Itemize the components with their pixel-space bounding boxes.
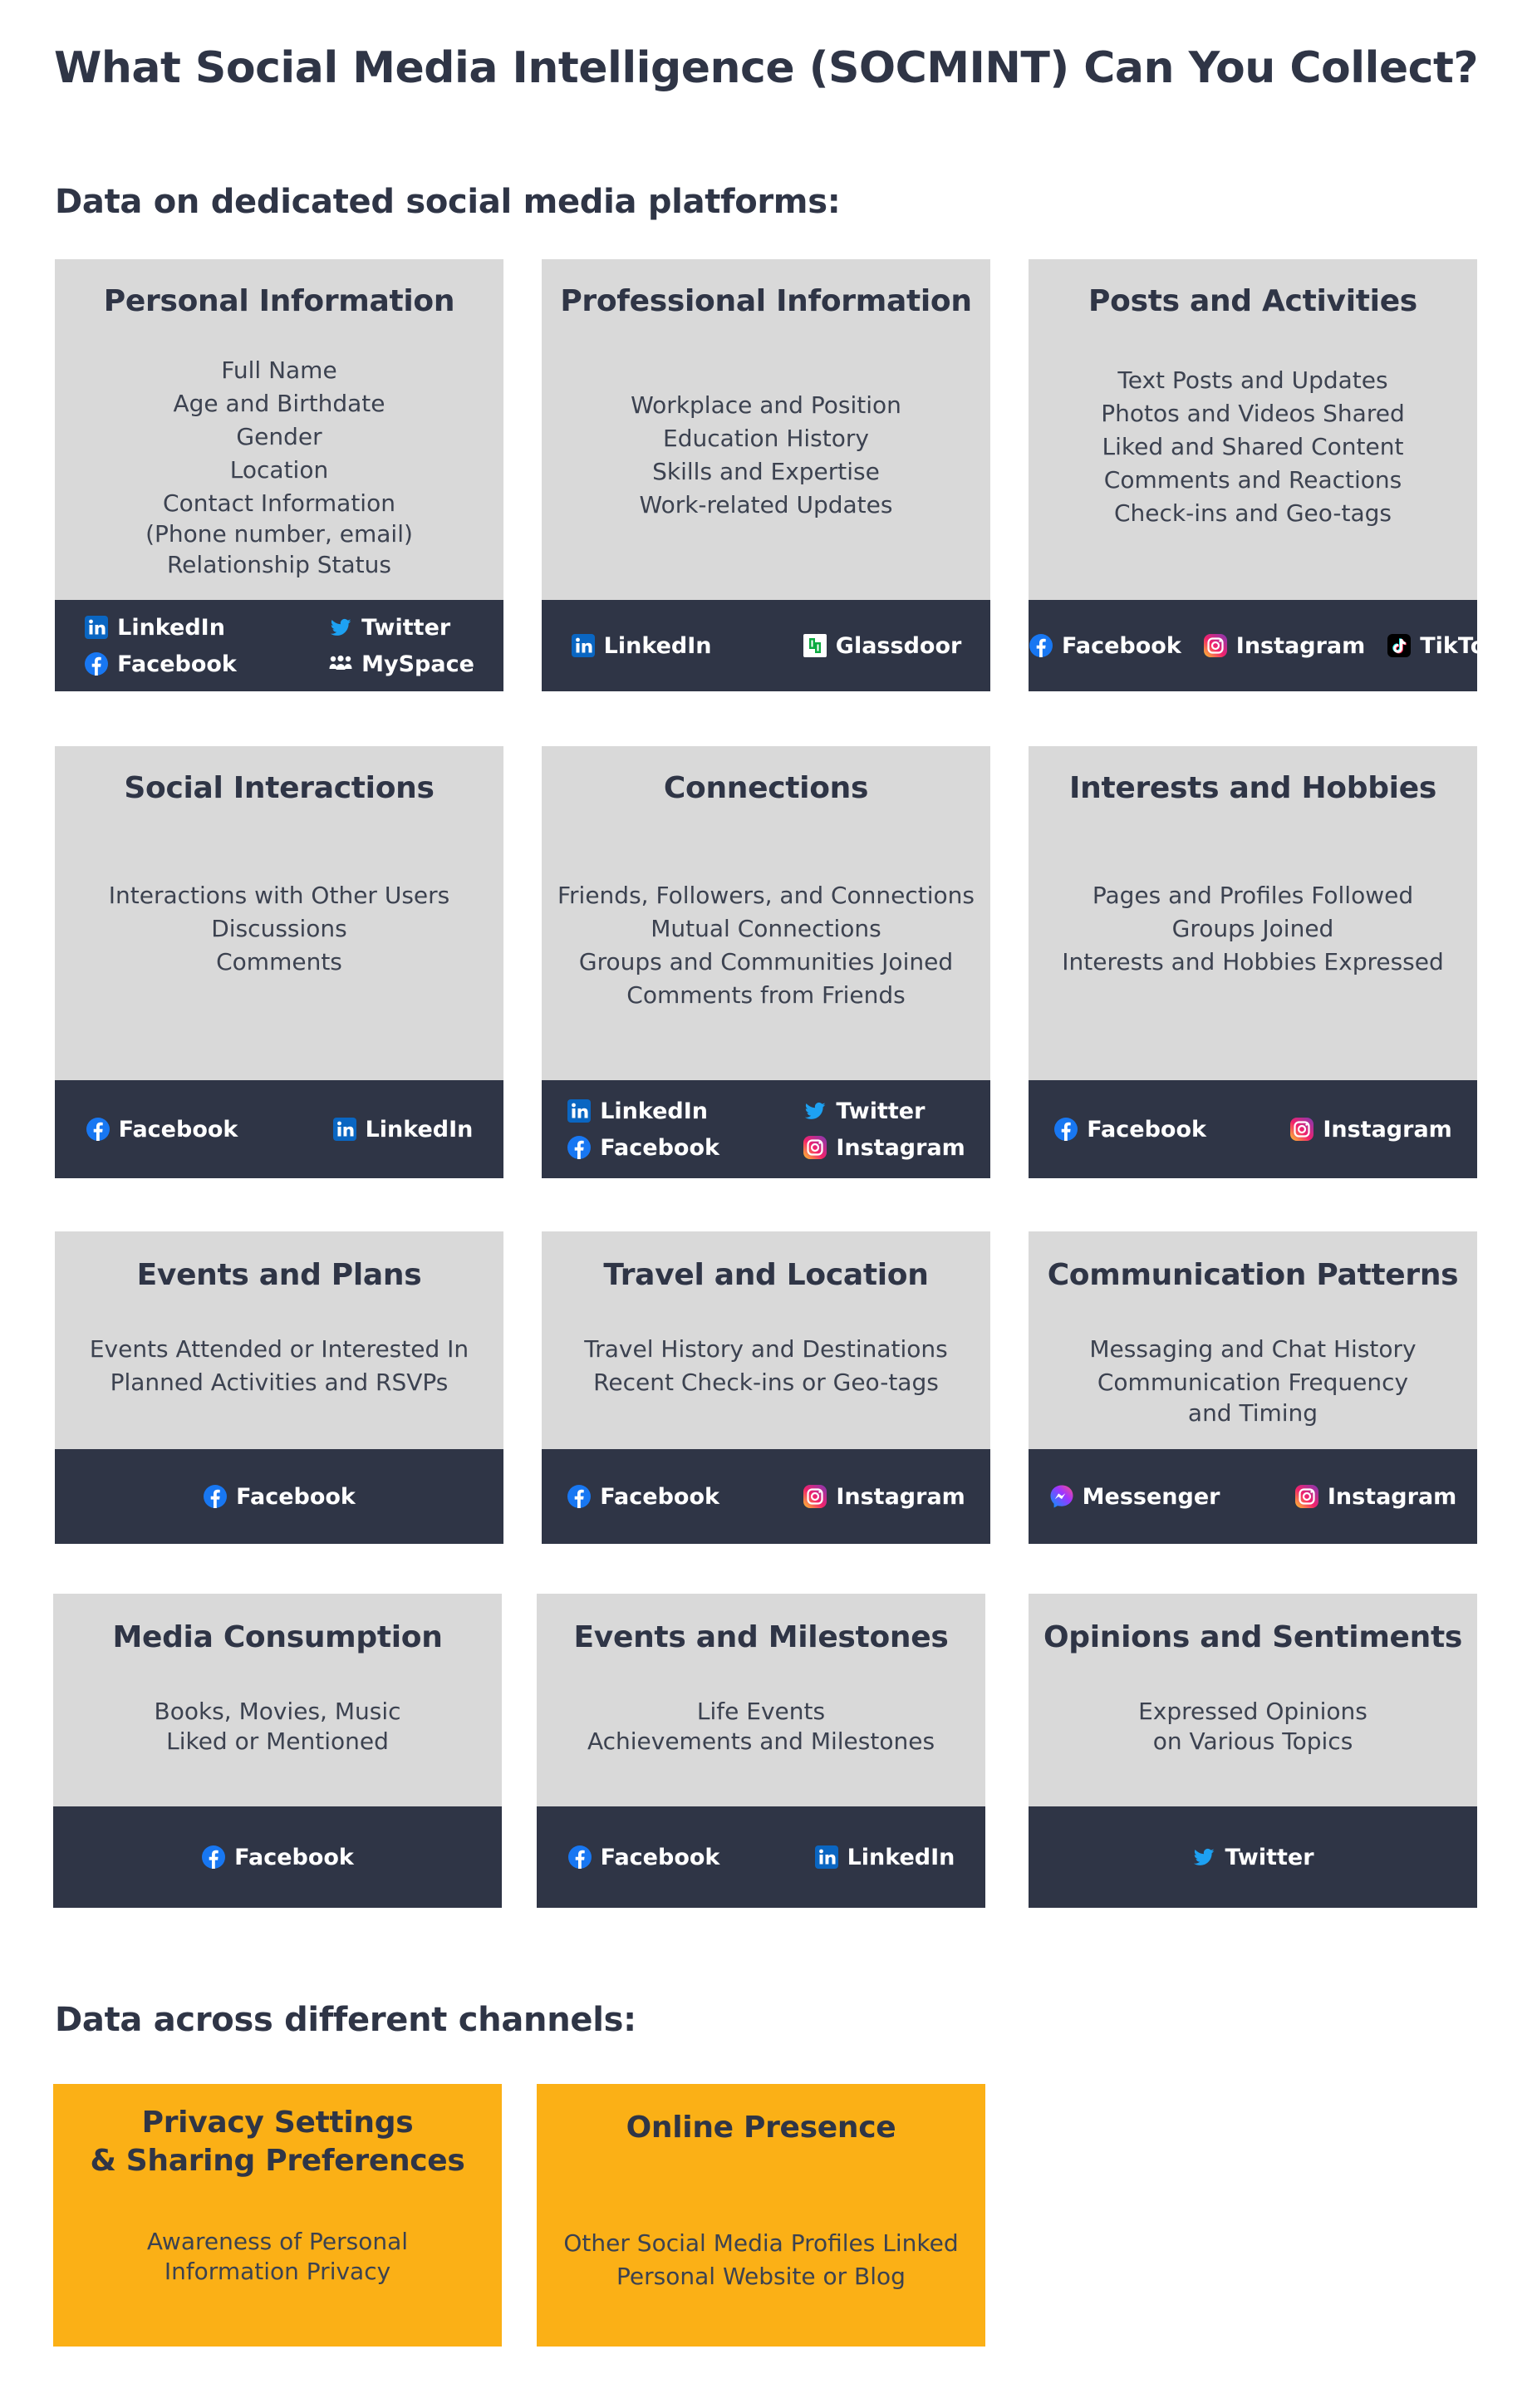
glassdoor-icon [803, 633, 827, 658]
card-item: Liked and Shared Content [1102, 433, 1404, 460]
card-item-list [1037, 1697, 1469, 1757]
card-title [545, 2109, 977, 2147]
platform-twitter [1191, 1841, 1313, 1873]
card-item: Messaging and Chat History [1089, 1335, 1417, 1363]
card-item: Photos and Videos Shared [1101, 400, 1405, 427]
card-item: Skills and Expertise [652, 458, 880, 485]
card-platform-bar [1029, 1449, 1477, 1544]
card-title: Connections [663, 771, 869, 805]
platform-label: LinkedIn [117, 614, 225, 641]
twitter-icon [1191, 1845, 1216, 1870]
platform-facebook [567, 1132, 719, 1163]
twitter-icon [328, 615, 353, 640]
card-title: Travel and Location [603, 1258, 929, 1292]
platform-label: Facebook [118, 1116, 238, 1143]
card-title: Events and Plans [136, 1258, 422, 1292]
platform-label: Instagram [1235, 632, 1366, 659]
facebook-icon [567, 1484, 592, 1509]
platform-list [55, 1080, 503, 1178]
card-platform-bar [1029, 1806, 1477, 1908]
platform-glassdoor [803, 630, 962, 661]
platform-instagram [1289, 1113, 1451, 1145]
platform-label: Messenger [1082, 1483, 1220, 1510]
card-platform-bar [542, 600, 990, 691]
card-item: Groups and Communities Joined [578, 948, 954, 975]
channel-card-privacy-settings [53, 2084, 502, 2347]
card-title: Opinions and Sentiments [1043, 1620, 1463, 1654]
platform-linkedin [332, 1113, 474, 1145]
platform-list [1029, 1449, 1477, 1544]
card-opinions-and-sentiments [1029, 1594, 1477, 1908]
platform-list [537, 1806, 985, 1908]
platform-linkedin [571, 630, 712, 661]
platform-instagram [803, 1481, 965, 1512]
card-item: Books, Movies, Music [154, 1698, 401, 1725]
platform-list [1029, 1806, 1477, 1908]
card-item-list [1037, 879, 1469, 979]
card-title: Personal Information [103, 284, 455, 318]
platform-list [55, 600, 503, 691]
card-platform-bar [55, 1449, 503, 1544]
card-item-list [545, 2227, 977, 2293]
card-item: on Various Topics [1152, 1727, 1353, 1755]
card-platform-bar [1029, 600, 1501, 691]
instagram-icon [803, 1484, 827, 1509]
card-item-list [1037, 364, 1469, 530]
platform-label: Facebook [234, 1844, 354, 1870]
card-events-and-plans [55, 1231, 503, 1544]
card-item: Personal Website or Blog [616, 2263, 906, 2290]
card-item: Expressed Opinions [1138, 1698, 1368, 1725]
card-item: Events Attended or Interested In [89, 1335, 469, 1363]
card-item: Relationship Status [166, 551, 391, 578]
instagram-icon [1289, 1117, 1314, 1142]
card-item: Work-related Updates [639, 491, 893, 518]
platform-list [542, 1080, 990, 1178]
platform-label: Facebook [600, 1844, 720, 1870]
card-item: Groups Joined [1171, 915, 1334, 942]
section-heading-platforms: Data on dedicated social media platforms: [55, 183, 841, 221]
card-title: Events and Milestones [573, 1620, 949, 1654]
card-item-list [550, 1333, 982, 1399]
card-platform-bar [55, 1080, 503, 1178]
platform-label: Facebook [117, 651, 237, 677]
platform-label: Instagram [1323, 1116, 1452, 1143]
card-title: Interests and Hobbies [1069, 771, 1436, 805]
card-body [53, 1594, 502, 1806]
platform-instagram [1294, 1481, 1456, 1512]
card-platform-bar [1029, 1080, 1477, 1178]
card-body [542, 746, 990, 1080]
platform-list [55, 1449, 503, 1544]
platform-label: MySpace [361, 651, 474, 677]
platform-facebook [86, 1113, 238, 1145]
card-item: (Phone number, email) [145, 520, 413, 548]
card-item: Age and Birthdate [173, 390, 385, 417]
platform-messenger [1049, 1481, 1220, 1512]
platform-label: Twitter [361, 614, 451, 641]
card-item: Travel History and Destinations [584, 1335, 948, 1363]
card-body [55, 259, 503, 600]
platform-label: Facebook [600, 1483, 719, 1510]
card-body [55, 746, 503, 1080]
platform-facebook [203, 1481, 356, 1512]
platform-twitter [328, 612, 474, 643]
facebook-icon [203, 1484, 228, 1509]
card-item: Gender [236, 423, 322, 450]
card-item: Recent Check-ins or Geo-tags [593, 1369, 939, 1396]
facebook-icon [86, 1117, 110, 1142]
card-events-and-milestones [537, 1594, 985, 1908]
card-professional-information [542, 259, 990, 691]
card-body [537, 1594, 985, 1806]
card-title: Posts and Activities [1088, 284, 1417, 318]
card-item: Contact Information [163, 489, 395, 517]
facebook-icon [1029, 633, 1053, 658]
card-item: Comments and Reactions [1103, 466, 1402, 494]
card-item: Check-ins and Geo-tags [1113, 499, 1392, 527]
platform-facebook [1029, 630, 1181, 661]
platform-instagram [1203, 630, 1365, 661]
card-platform-bar [537, 1806, 985, 1908]
card-item-list [63, 354, 495, 582]
card-item-list [61, 2227, 493, 2287]
platform-label: Facebook [236, 1483, 356, 1510]
card-item-list [545, 1697, 977, 1757]
platform-facebook [567, 1841, 720, 1873]
card-title: Media Consumption [112, 1620, 443, 1654]
card-item: Information Privacy [164, 2258, 391, 2285]
card-item-list [63, 1333, 495, 1399]
card-social-interactions [55, 746, 503, 1178]
card-item-list [61, 1697, 493, 1757]
card-body [542, 1231, 990, 1449]
platform-label: Instagram [1327, 1483, 1457, 1510]
card-connections [542, 746, 990, 1178]
card-title [61, 2104, 493, 2180]
card-body [1029, 259, 1477, 600]
platform-myspace [328, 648, 474, 680]
card-item: Mutual Connections [651, 915, 881, 942]
platform-list [1029, 1080, 1477, 1178]
platform-label: Glassdoor [835, 632, 962, 659]
card-title: Social Interactions [124, 771, 435, 805]
card-item: Achievements and Milestones [587, 1727, 935, 1755]
card-item: Comments from Friends [626, 981, 906, 1009]
platform-linkedin [567, 1095, 719, 1127]
card-item: Education History [663, 425, 869, 452]
card-item: Friends, Followers, and Connections [557, 882, 975, 909]
card-item: Planned Activities and RSVPs [110, 1369, 449, 1396]
linkedin-icon [84, 615, 109, 640]
platform-label: Instagram [836, 1134, 965, 1161]
facebook-icon [84, 651, 109, 676]
card-body [537, 2084, 985, 2347]
card-item: Workplace and Position [631, 391, 901, 419]
platform-label: Facebook [600, 1134, 719, 1161]
platform-label: LinkedIn [365, 1116, 474, 1143]
card-item: Communication Frequency [1097, 1369, 1409, 1396]
page-title: What Social Media Intelligence (SOCMINT) Can You Collect? [54, 43, 1478, 93]
card-posts-and-activities [1029, 259, 1501, 691]
tiktok-icon [1387, 633, 1412, 658]
linkedin-icon [567, 1098, 592, 1123]
platform-label: LinkedIn [603, 632, 712, 659]
card-communication-patterns [1029, 1231, 1477, 1544]
card-body [1029, 746, 1477, 1080]
card-item: Liked or Mentioned [166, 1727, 389, 1755]
card-body [55, 1231, 503, 1449]
card-title: Communication Patterns [1047, 1258, 1459, 1292]
messenger-icon [1049, 1484, 1074, 1509]
card-item: and Timing [1187, 1399, 1318, 1427]
platform-instagram [803, 1132, 965, 1163]
instagram-icon [1203, 633, 1228, 658]
card-travel-and-location [542, 1231, 990, 1544]
card-title-line: & Sharing Preferences [90, 2144, 465, 2178]
card-item: Location [229, 456, 329, 484]
card-item: Text Posts and Updates [1117, 366, 1388, 394]
platform-label: LinkedIn [847, 1844, 955, 1870]
linkedin-icon [814, 1845, 839, 1870]
platform-facebook [1053, 1113, 1206, 1145]
facebook-icon [1053, 1117, 1078, 1142]
card-platform-bar [55, 600, 503, 691]
platform-label: Facebook [1087, 1116, 1206, 1143]
platform-label: Twitter [1225, 1844, 1314, 1870]
card-title: Professional Information [560, 284, 972, 318]
card-item: Awareness of Personal [146, 2228, 409, 2255]
card-item: Full Name [221, 356, 337, 384]
card-item-list [63, 879, 495, 979]
card-item: Comments [216, 948, 342, 975]
card-platform-bar [53, 1806, 502, 1908]
instagram-icon [803, 1135, 827, 1160]
channel-card-online-presence [537, 2084, 985, 2347]
platform-linkedin [814, 1841, 955, 1873]
card-item-list [1037, 1333, 1469, 1428]
card-personal-information [55, 259, 503, 691]
card-item: Interactions with Other Users [108, 882, 450, 909]
section-heading-channels: Data across different channels: [55, 2001, 636, 2039]
card-body [53, 2084, 502, 2347]
card-item: Interests and Hobbies Expressed [1062, 948, 1444, 975]
card-item-list [550, 389, 982, 522]
platform-label: TikTok [1420, 632, 1501, 659]
card-item: Life Events [696, 1698, 826, 1725]
twitter-icon [803, 1098, 827, 1123]
platform-facebook [201, 1841, 354, 1873]
linkedin-icon [332, 1117, 357, 1142]
myspace-icon [328, 651, 353, 676]
facebook-icon [201, 1845, 226, 1870]
platform-label: Twitter [836, 1098, 926, 1124]
card-title-line: Online Presence [626, 2111, 896, 2145]
facebook-icon [567, 1135, 592, 1160]
card-body [542, 259, 990, 600]
platform-facebook [84, 648, 237, 680]
platform-list [542, 600, 990, 691]
card-title-line: Privacy Settings [141, 2106, 414, 2140]
card-body [1029, 1594, 1477, 1806]
card-item-list [550, 879, 982, 1012]
linkedin-icon [571, 633, 596, 658]
platform-list [53, 1806, 502, 1908]
card-body [1029, 1231, 1477, 1449]
platform-list [1029, 600, 1501, 691]
card-media-consumption [53, 1594, 502, 1908]
card-item: Other Social Media Profiles Linked [563, 2229, 959, 2257]
platform-label: LinkedIn [600, 1098, 709, 1124]
platform-twitter [803, 1095, 965, 1127]
card-interests-and-hobbies [1029, 746, 1477, 1178]
platform-label: Facebook [1062, 632, 1181, 659]
facebook-icon [567, 1845, 592, 1870]
instagram-icon [1294, 1484, 1319, 1509]
card-platform-bar [542, 1080, 990, 1178]
platform-facebook [567, 1481, 719, 1512]
card-platform-bar [542, 1449, 990, 1544]
platform-tiktok [1387, 630, 1500, 661]
platform-list [542, 1449, 990, 1544]
card-item: Pages and Profiles Followed [1092, 882, 1414, 909]
platform-label: Instagram [836, 1483, 965, 1510]
platform-linkedin [84, 612, 237, 643]
card-item: Discussions [211, 915, 347, 942]
